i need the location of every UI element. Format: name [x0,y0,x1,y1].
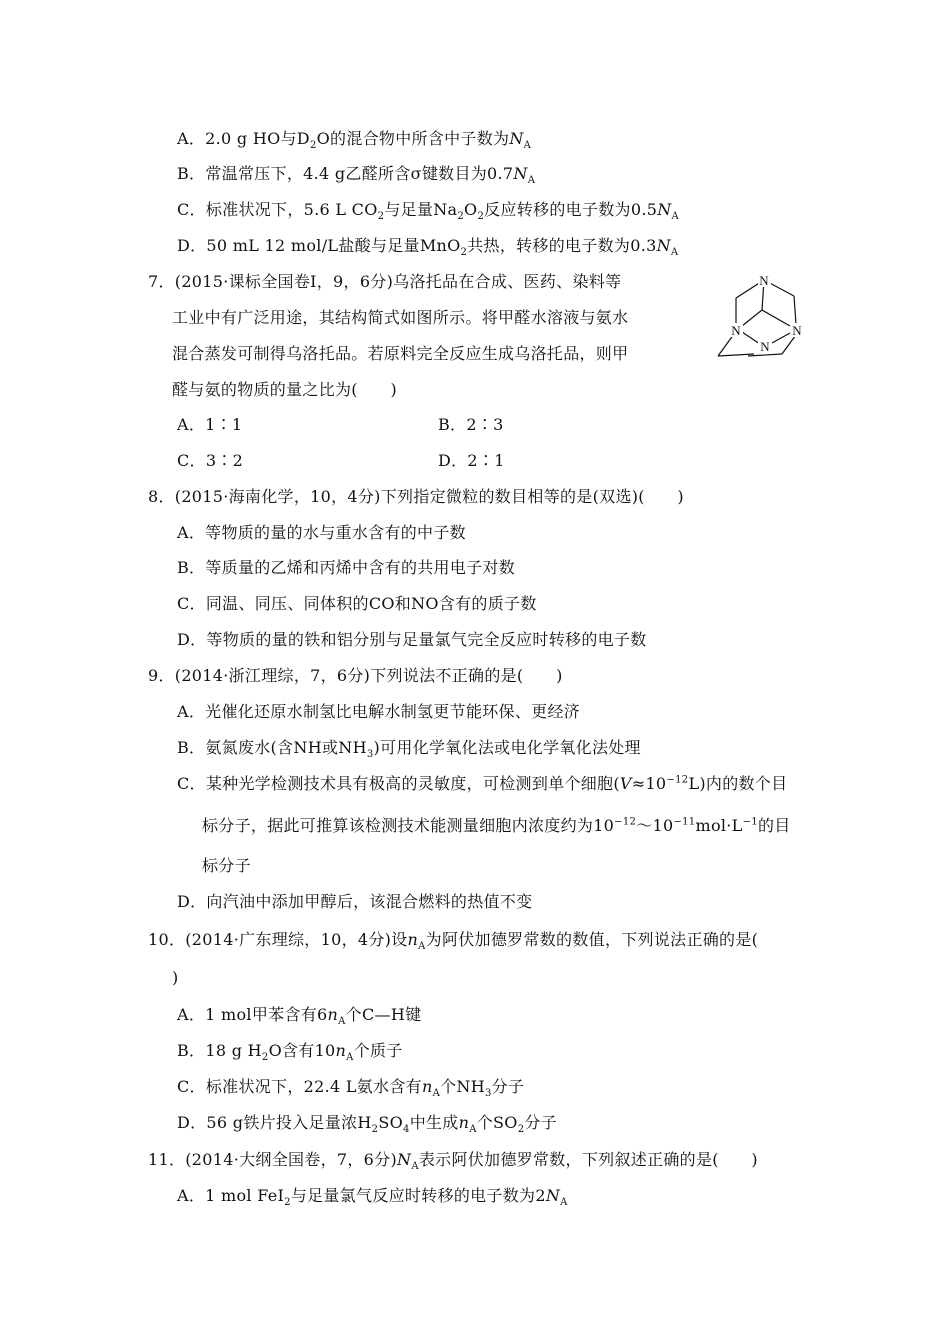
q9-option-d: D．向汽油中添加甲醇后，该混合燃料的热值不变 [177,892,533,911]
q9-option-c-line1: C．某种光学检测技术具有极高的灵敏度，可检测到单个细胞$(V\approx 10^{-12}L)$内的数个目 [177,774,788,793]
q10-option-b: B．18 g $H_2O$含有$10n_A$个质子 [177,1041,403,1064]
q10-option-a: A．1 mol甲苯含有$6n_A$个C—H键 [177,1005,422,1028]
q10-option-c: C．标准状况下，22.4 L氨水含有$n_A$个$NH_3$分子 [177,1077,525,1100]
q11-stem: 11．(2014·大纲全国卷，7，6分)$N_A$表示阿伏加德罗常数，下列叙述正确的是( ) [148,1150,758,1173]
q6-option-c: C．标准状况下，5.6 L $CO_2$与足量$Na_2O_2$反应转移的电子数为$0.5N_A$ [177,200,680,223]
q7-stem-line3: 混合蒸发可制得乌洛托品。若原料完全反应生成乌洛托品，则甲 [172,344,629,363]
q9-option-c-line2: 标分子，据此可推算该检测技术能测量细胞内浓度约为$10^{-12}\sim 10^{-11}mol\cdot L^{-1}$的目 [202,816,791,835]
q7-option-c: C．3∶2 [177,451,244,470]
q7-option-b: B．2∶3 [438,415,504,434]
q10-stem-line1: 10．(2014·广东理综，10，4分)设$n_A$为阿伏加德罗常数的数值，下列说法正确的是( [148,930,759,953]
q11-option-a: A．1 mol FeI$_2$与足量氯气反应时转移的电子数为$2N_A$ [177,1186,568,1209]
nitrogen-atom-label: N [792,323,802,338]
nitrogen-atom-label: N [760,339,770,354]
q9-option-b: B．氨氮废水(含NH或$NH_3$)可用化学氧化法或电化学氧化法处理 [177,738,641,761]
q7-stem-line1: 7．(2015·课标全国卷Ⅰ，9，6分)乌洛托品在合成、医药、染料等 [148,272,622,291]
q7-stem-line4: 醛与氨的物质的量之比为( ) [172,380,397,399]
q10-option-d: D．56 g铁片投入足量浓$H_2SO_4$中生成$n_A$个$SO_2$分子 [177,1113,558,1136]
q8-option-a: A．等物质的量的水与重水含有的中子数 [177,523,466,542]
q9-option-c-line3: 标分子 [202,856,251,875]
hexamine-structure-diagram [712,268,822,368]
q9-option-a: A．光催化还原水制氢比电解水制氢更节能环保、更经济 [177,702,581,721]
nitrogen-atom-label: N [731,323,741,338]
q7-option-d: D．2∶1 [438,451,505,470]
nitrogen-atom-label: N [759,273,769,288]
q6-option-a: A．2.0 g HO与$D_2O$的混合物中所含中子数为$N_A$ [177,129,532,152]
q6-option-d: D．50 mL 12 mol/L盐酸与足量MnO$_2$共热，转移的电子数为$0.3N_A$ [177,236,679,259]
q7-option-a: A．1∶1 [177,415,243,434]
q7-stem-line2: 工业中有广泛用途，其结构简式如图所示。将甲醛水溶液与氨水 [172,308,629,327]
q8-option-d: D．等物质的量的铁和铝分别与足量氯气完全反应时转移的电子数 [177,630,647,649]
q10-stem-line2: ) [172,968,179,987]
q6-option-b: B．常温常压下，4.4 g乙醛所含σ键数目为$0.7N_A$ [177,164,536,187]
q8-option-b: B．等质量的乙烯和丙烯中含有的共用电子对数 [177,558,516,577]
q8-stem: 8．(2015·海南化学，10，4分)下列指定微粒的数目相等的是(双选)( ) [148,487,684,506]
q9-stem: 9．(2014·浙江理综，7，6分)下列说法不正确的是( ) [148,666,563,685]
q8-option-c: C．同温、同压、同体积的CO和NO含有的质子数 [177,594,537,613]
